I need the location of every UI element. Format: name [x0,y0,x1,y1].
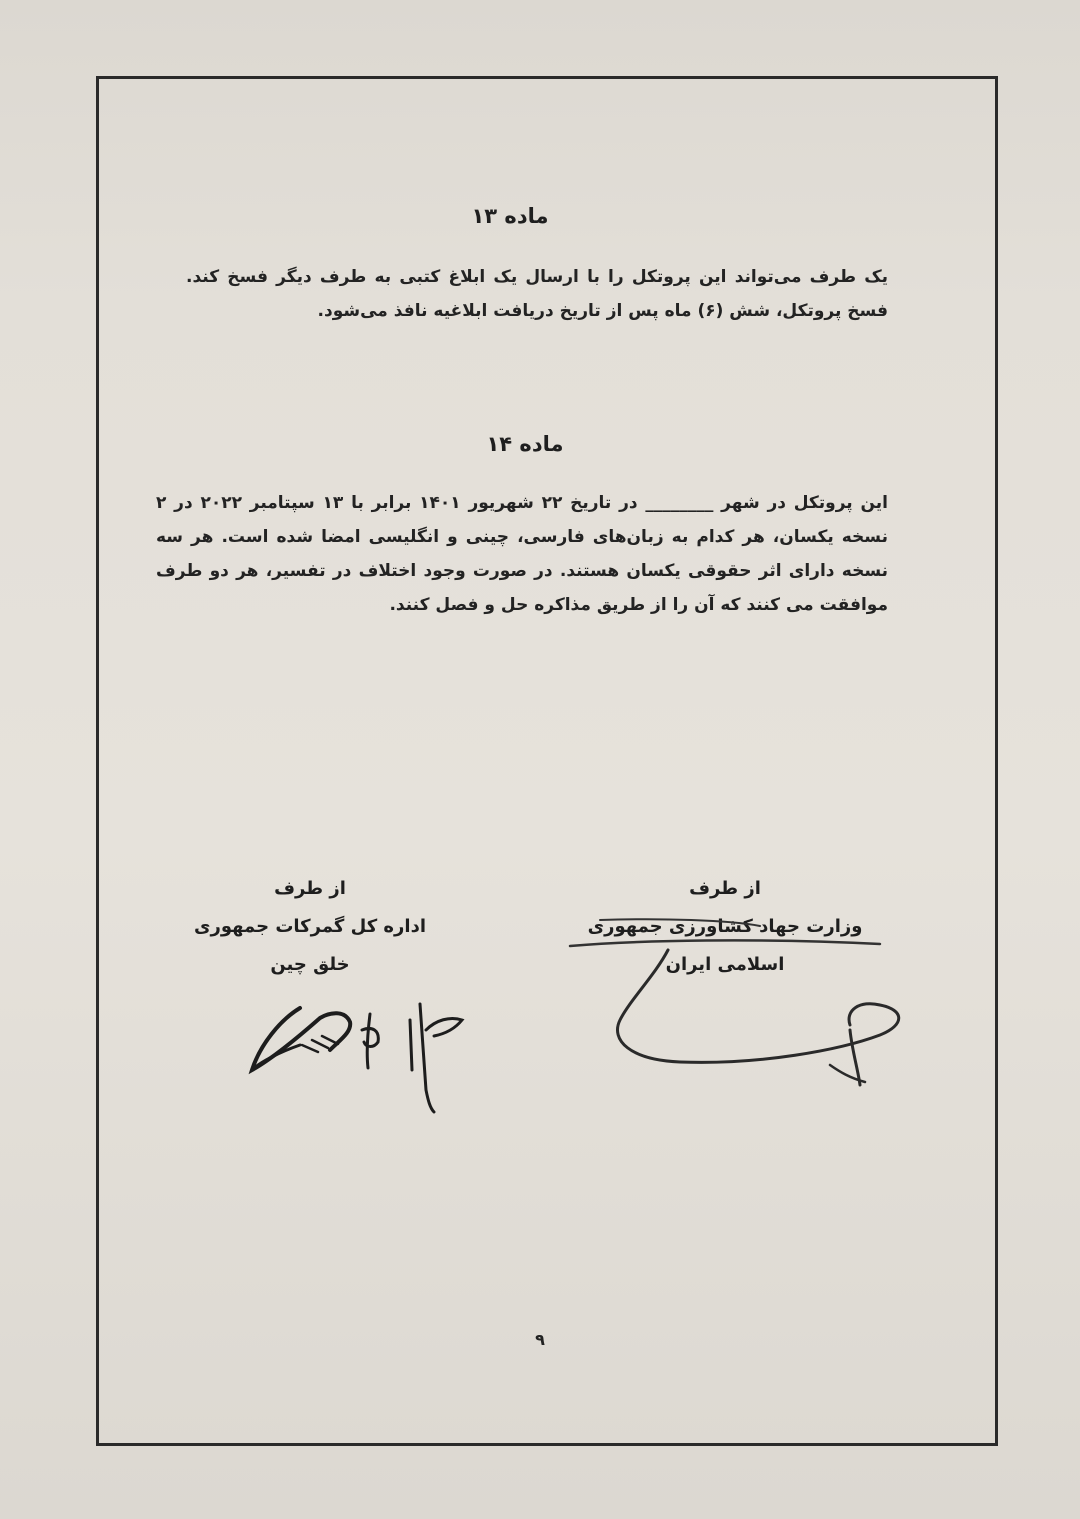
signature-left-image [240,990,490,1120]
article-13-text: یک طرف می‌تواند این پروتکل را با ارسال یک ابلاغ کتبی به طرف دیگر فسخ کند. فسخ پروتکل، شش (۶) ماه پس از تاریخ دریافت ابلاغیه نافذ می‌شود. [186,267,888,321]
signatory-left-name-line1: اداره کل گمرکات جمهوری [193,916,426,937]
article-14-heading: ماده ۱۴ [486,432,564,456]
signatory-right-name-line1: وزارت جهاد کشاورزی جمهوری [587,916,863,937]
signatory-right-on-behalf: از طرف [689,878,761,899]
article-13-heading: ماده ۱۳ [471,204,549,228]
signatory-left [160,870,460,984]
article-14-text: این پروتکل در شهر ________ در تاریخ ۲۲ شهریور ۱۴۰۱ برابر با ۱۳ سپتامبر ۲۰۲۲ در ۲ نسخه یکسان، هر کدام به زبان‌های فارسی، چینی و انگلیسی امضا شده است. هر سه نسخه دارای اثر حقوقی یکسان هستند. در صورت وجود اختلاف در تفسیر، هر دو طرف موافقت می کنند که آن را از طریق مذاکره حل و فصل کنند. [156,493,888,615]
signatory-right-name-line2: اسلامی ایران [665,954,785,975]
signatory-left-on-behalf: از طرف [274,878,346,899]
page-number: ۹ [535,1330,545,1349]
signature-right-image [560,900,920,1100]
signatory-left-name-line2: خلق چین [270,954,350,975]
